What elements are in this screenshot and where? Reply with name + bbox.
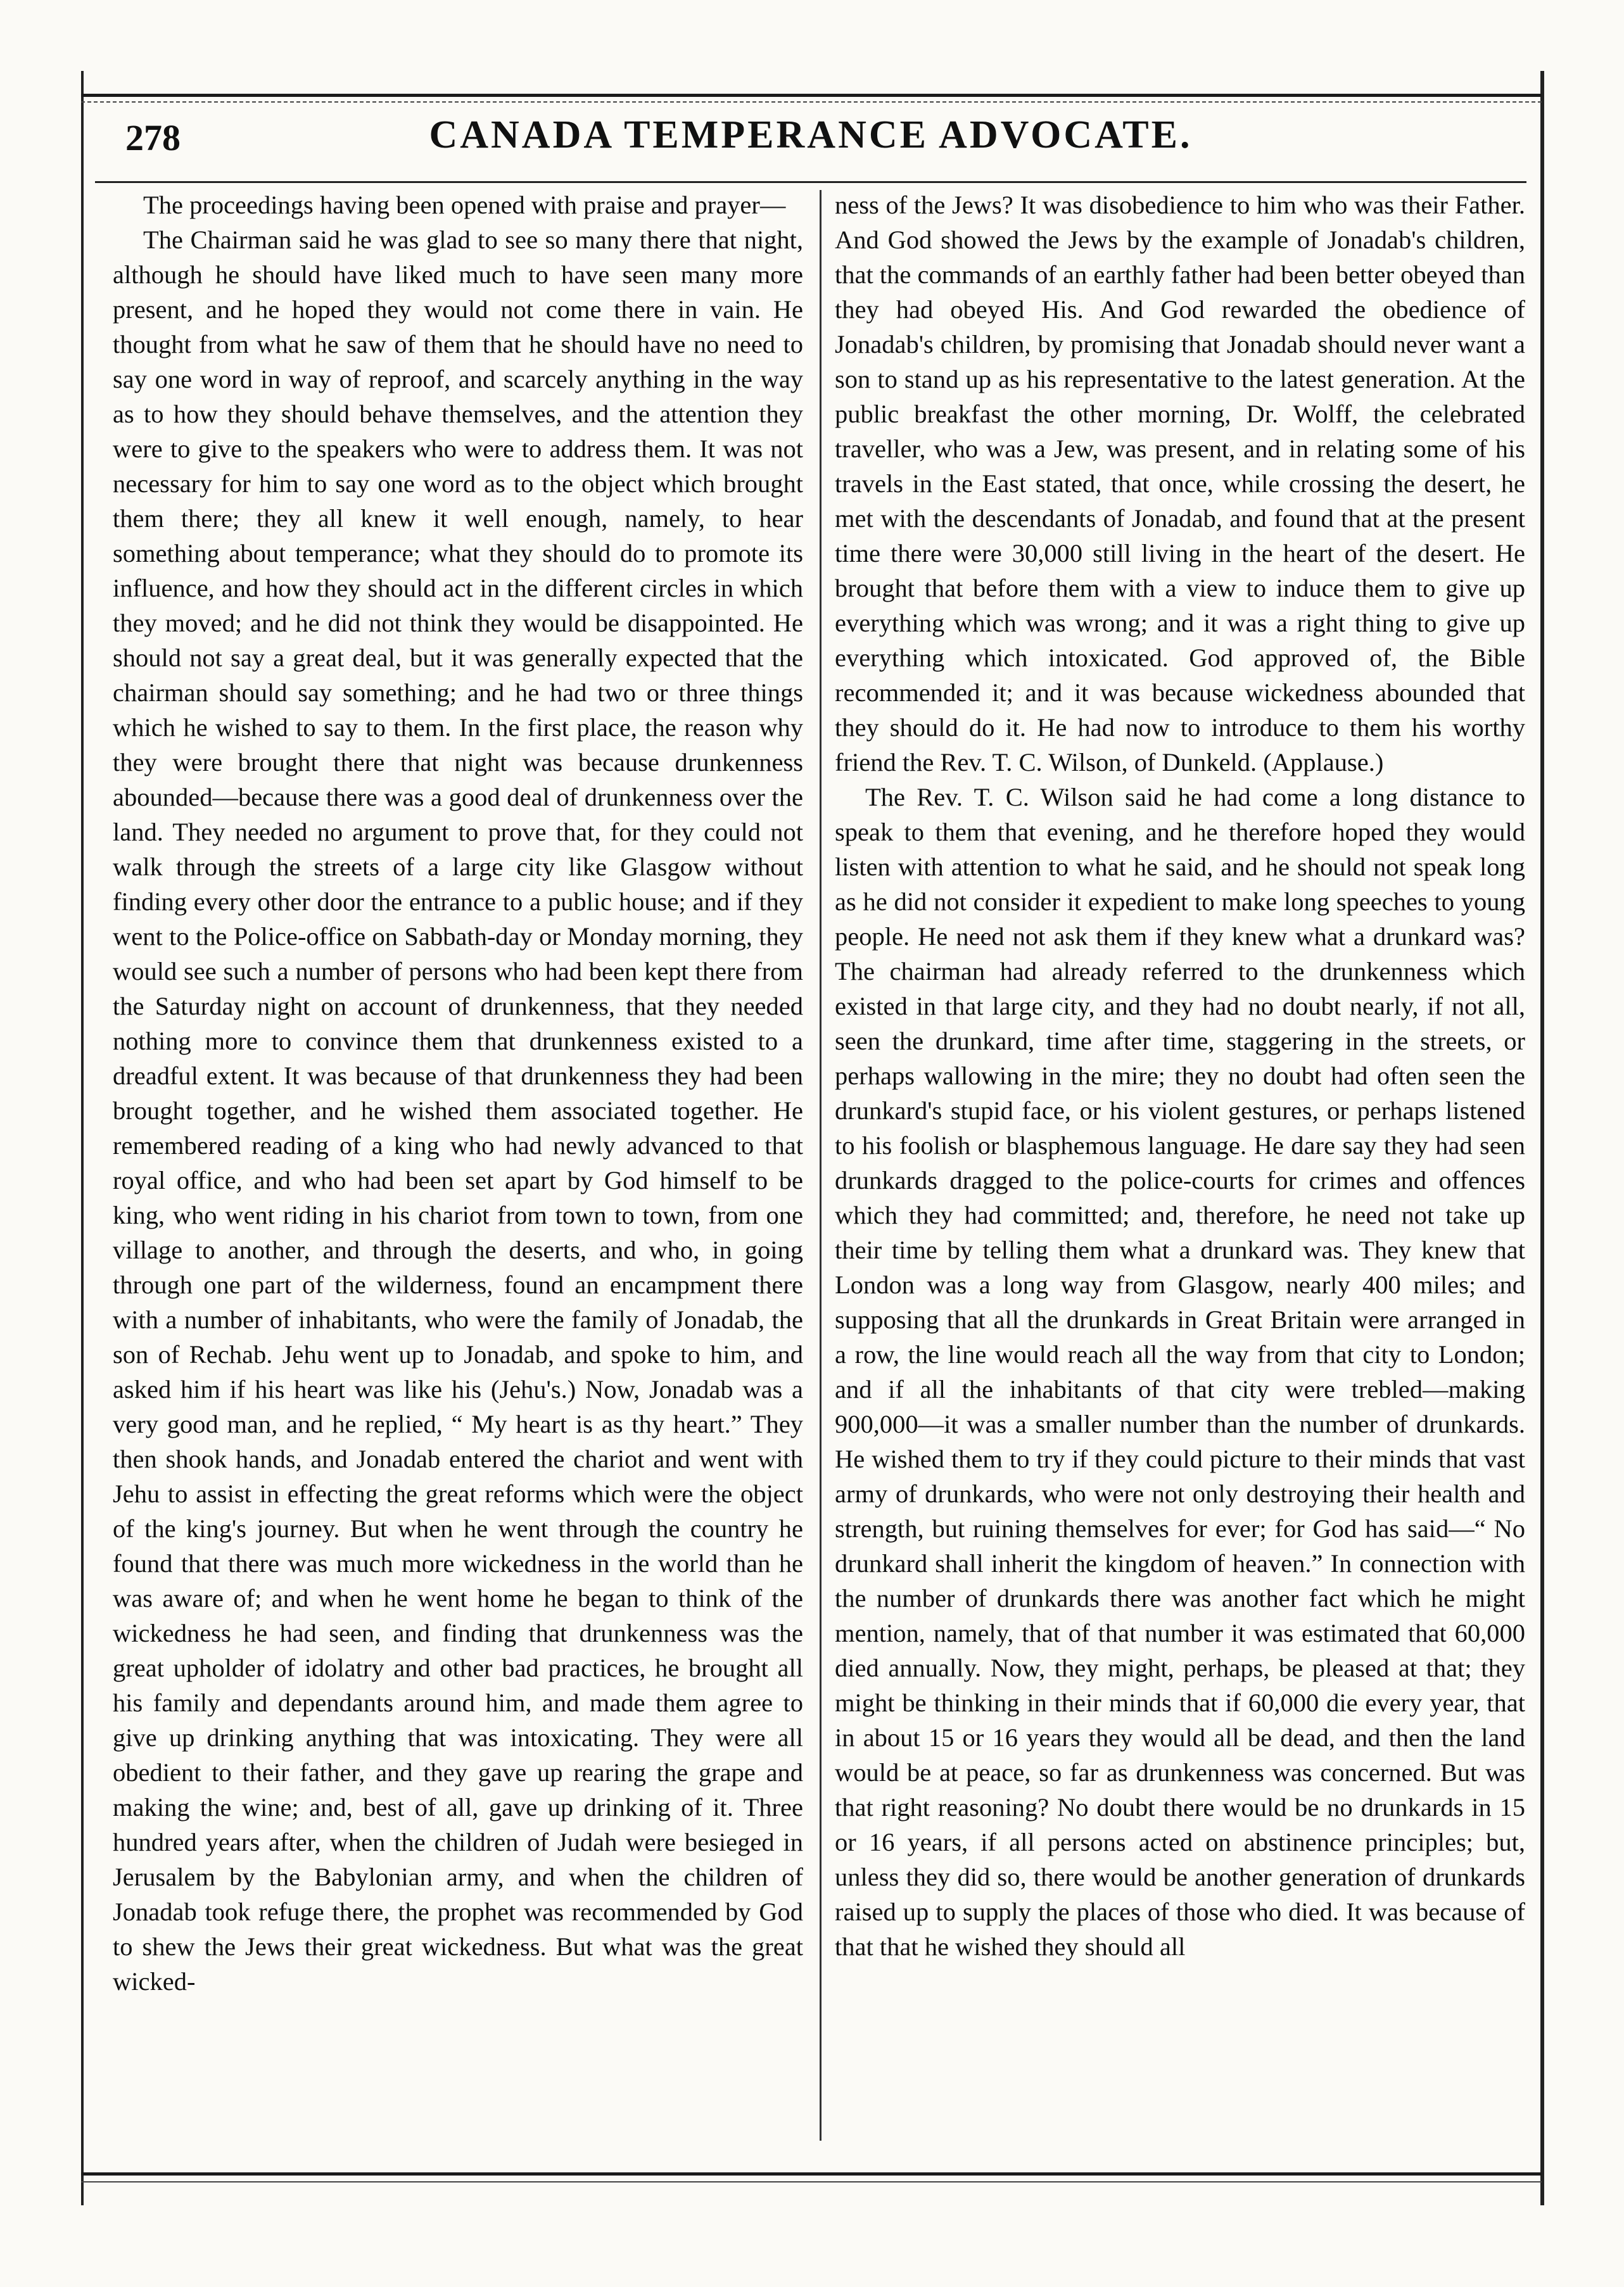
paragraph: The Rev. T. C. Wilson said he had come a long distance to speak to them that evening, and he therefore hoped they would listen with attention to what he said, and he should not speak long as he did not consider it expedient to make long speeches to young people. He need not ask them if they knew what a drunkard was? The chairman had already referred to the drunkenness which existed in that large city, and they had no doubt nearly, if not all, seen the drunkard, time after time, staggering in the streets, or perhaps wallowing in the mire; they no doubt had often seen the drunkard's stupid face, or his violent gestures, or perhaps listened to his foolish or blasphemous language. He dare say they had seen drunkards dragged to the police-courts for crimes and offences which they had committed; and, therefore, he need not take up their time by telling them what a drunkard was. They knew that London was a long way from Glasgow, nearly 400 miles; and supposing that all the drunkards in Great Britain were arranged in a row, the line would reach all the way from that city to London; and if all the inhabitants of that city were trebled—making 900,000—it was a smaller number than the number of drunkards. He wished them to try if they could picture to their minds that vast army of drunkards, who were not only destroying their health and strength, but ruining themselves for ever; for God has said—“ No drunkard shall inherit the kingdom of heaven.” In connection with the number of drunkards there was another fact which he might mention, namely, that of that number it was estimated that 60,000 died annually. Now, they might, perhaps, be pleased at that; they might be thinking in their minds that if 60,000 die every year, that in about 15 or 16 years they would all be dead, and then the land would be at peace, so far as drunkenness was concerned. But was that right reasoning? No doubt there would be no drunkards in 15 or 16 years, if all persons acted on abstinence principles; but, unless they did so, there would be another generation of drunkards raised up to supply the places of those who died. It was because of that that he wished they should all	[835, 783, 1525, 1961]
left-column	[113, 187, 803, 2144]
bottom-rule	[81, 2172, 1542, 2176]
header-rule	[95, 181, 1526, 183]
paragraph: The proceedings having been opened with praise and prayer—	[143, 191, 786, 219]
right-column	[835, 187, 1525, 2144]
top-rule-dashed	[81, 101, 1542, 103]
column-divider	[820, 190, 822, 2141]
page-header	[95, 113, 1526, 170]
top-rule	[81, 94, 1542, 97]
paragraph: ness of the Jews? It was disobedience to him who was their Father. And God showed the Jews by the example of Jonadab's children, that the commands of an earthly father had been better obeyed than they had obeyed His. And God rewarded the obedience of Jonadab's children, by promising that Jonadab should never want a son to stand up as his representative to the latest generation. At the public breakfast the other morning, Dr. Wolff, the celebrated traveller, who was a Jew, was present, and in relating some of his travels in the East stated, that once, while crossing the desert, he met with the descendants of Jonadab, and found that at the present time there were 30,000 still living in the heart of the desert. He brought that before them with a view to induce them to give up everything which was wrong; and it was a right thing to give up everything which intoxicated. God approved of, the Bible recommended it; and it was because wickedness abounded that they should do it. He had now to introduce to them his worthy friend the Rev. T. C. Wilson, of Dunkeld. (Applause.)	[835, 191, 1525, 776]
bottom-rule-thin	[81, 2181, 1542, 2182]
running-title: CANADA TEMPERANCE ADVOCATE.	[429, 113, 1193, 156]
page-number: 278	[125, 117, 181, 158]
paragraph: The Chairman said he was glad to see so many there that night, although he should have liked much to have seen many more present, and he hoped they would not come there in vain. He thought from what he saw of them that he should have no need to say one word in way of reproof, and scarcely anything in the way as to how they should behave themselves, and the attention they were to give to the speakers who were to address them. It was not necessary for him to say one word as to the object which brought them there; they all knew it well enough, namely, to hear something about temperance; what they should do to promote its influence, and how they should act in the different circles in which they moved; and he did not think they would be disappointed. He should not say a great deal, but it was generally expected that the chairman should say something; and he had two or three things which he wished to say to them. In the first place, the reason why they were brought there that night was because drunkenness abounded—because there was a good deal of drunkenness over the land. They needed no argument to prove that, for they could not walk through the streets of a large city like Glasgow without finding every other door the entrance to a public house; and if they went to the Police-office on Sabbath-day or Monday morning, they would see such a number of persons who had been kept there from the Saturday night on account of drunkenness, that they needed nothing more to convince them that drunkenness existed to a dreadful extent. It was because of that drunkenness they had been brought together, and he wished them associated together. He remembered reading of a king who had newly advanced to that royal office, and who had been set apart by God himself to be king, who went riding in his chariot from town to town, from one village to another, and through the deserts, and who, in going through one part of the wilderness, found an encampment there with a number of inhabitants, who were the family of Jonadab, the son of Rechab. Jehu went up to Jonadab, and spoke to him, and asked him if his heart was like his (Jehu's.) Now, Jonadab was a very good man, and he replied, “ My heart is as thy heart.” They then shook hands, and Jonadab entered the chariot and went with Jehu to assist in effecting the great reforms which were the object of the king's journey. But when he went through the country he found that there was much more wickedness in the world than he was aware of; and when he went home he began to think of the wickedness he had seen, and finding that drunkenness was the great upholder of idolatry and other bad practices, he brought all his family and dependants around him, and made them agree to give up drinking anything that was intoxicating. They were all obedient to their father, and they gave up rearing the grape and making the wine; and, best of all, gave up drinking of it. Three hundred years after, when the children of Judah were besieged in Jerusalem by the Babylonian army, and when the children of Jonadab took refuge there, the prophet was recommended by God to shew the Jews their great wickedness. But what was the great wicked-	[113, 225, 803, 1996]
